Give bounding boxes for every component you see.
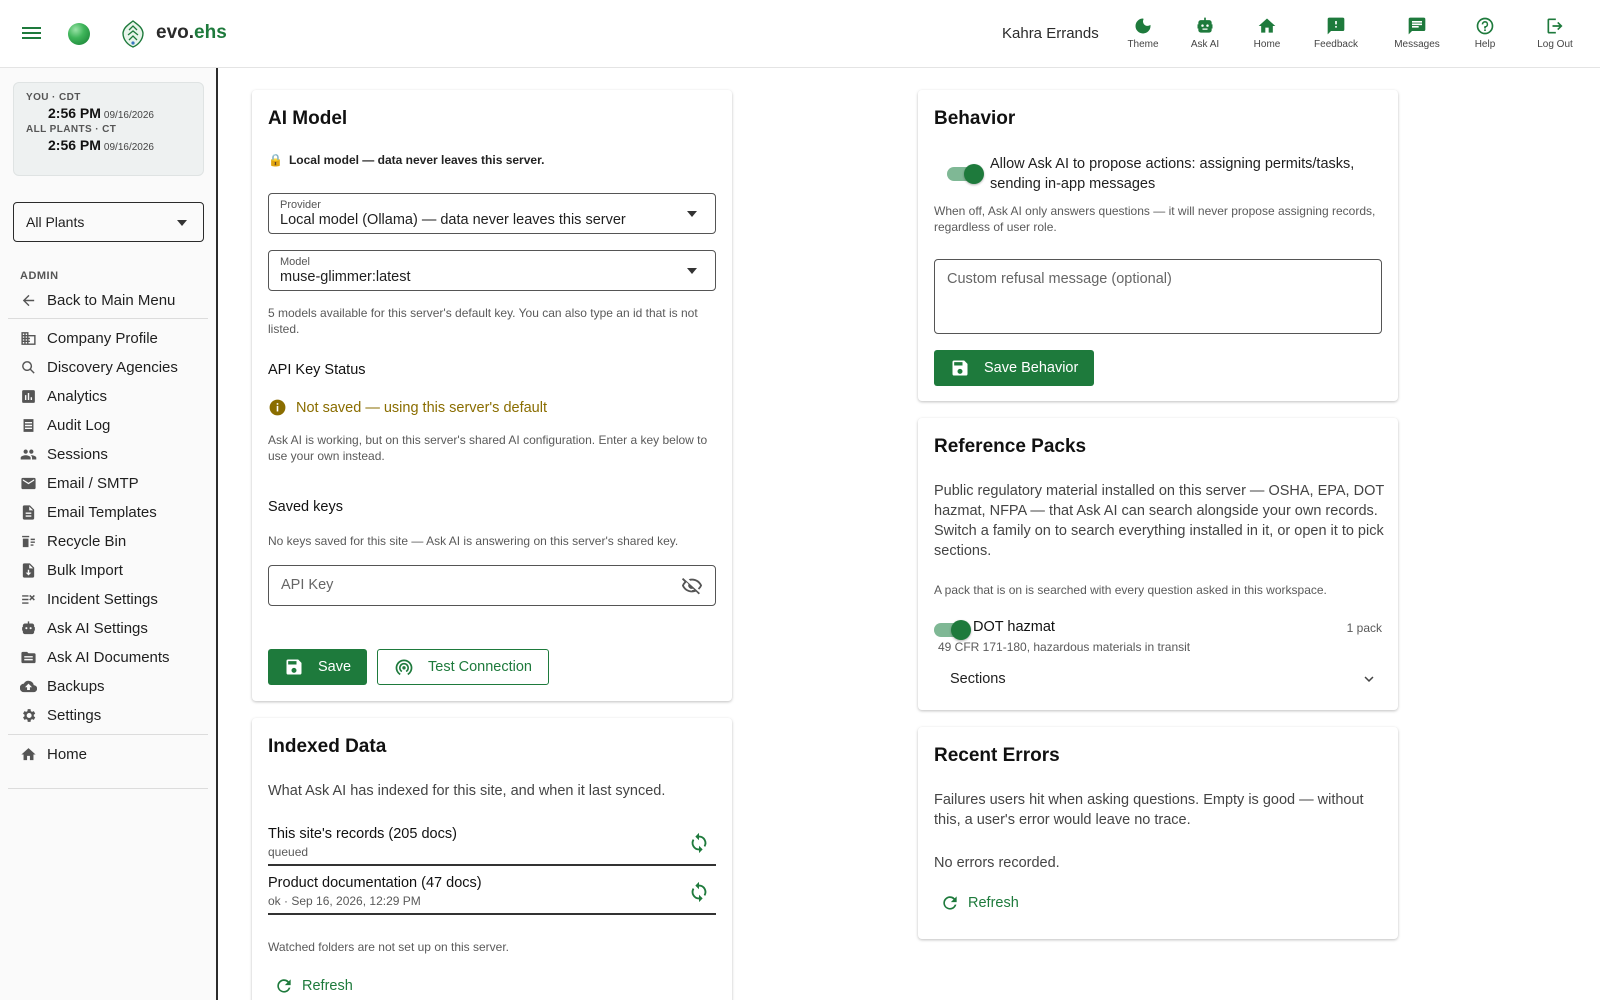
dot-hazmat-toggle[interactable]	[934, 623, 968, 637]
sidebar-item-analytics[interactable]: Analytics	[20, 382, 107, 410]
logout-icon	[1545, 16, 1565, 36]
user-name: Kahra Errands	[1002, 25, 1099, 42]
chevron-down-icon	[687, 211, 697, 217]
propose-actions-toggle[interactable]	[947, 167, 981, 181]
chevron-down-icon	[1360, 670, 1378, 688]
propose-actions-label: Allow Ask AI to propose actions: assigning permits/tasks, sending in-app messages	[990, 156, 1355, 192]
plants-time: 2:56 PM 09/16/2026	[48, 137, 154, 153]
sidebar-item-home[interactable]: Home	[20, 740, 87, 768]
reference-packs-note: A pack that is on is searched with every question asked in this workspace.	[934, 583, 1327, 597]
visibility-off-icon[interactable]	[681, 575, 703, 597]
provider-select[interactable]: Provider Local model (Ollama) — data never leaves this server	[268, 193, 716, 234]
search-globe-icon	[20, 359, 37, 376]
help-icon	[1475, 16, 1495, 36]
document-icon	[20, 504, 37, 521]
index-row-name: This site's records (205 docs)	[268, 826, 457, 842]
brand-name: evo.ehs	[156, 22, 227, 43]
save-icon	[950, 358, 970, 378]
behavior-title: Behavior	[934, 108, 1016, 129]
sidebar-item-backups[interactable]: Backups	[20, 672, 105, 700]
index-row-status: queued	[268, 845, 309, 859]
save-icon	[284, 657, 304, 677]
logout-label: Log Out	[1537, 39, 1573, 50]
saved-keys-title: Saved keys	[268, 499, 343, 515]
pack-count: 1 pack	[1346, 621, 1382, 635]
propose-actions-help: When off, Ask AI only answers questions — it will never propose assigning records, regardless of user role.	[934, 204, 1376, 234]
api-key-status-title: API Key Status	[268, 362, 366, 378]
folder-icon	[20, 649, 37, 666]
sidebar-item-ask-ai-documents[interactable]: Ask AI Documents	[20, 643, 170, 671]
ai-model-card	[252, 90, 732, 701]
sidebar-item-recycle-bin[interactable]: Recycle Bin	[20, 527, 126, 555]
api-key-input[interactable]: API Key	[268, 565, 716, 606]
save-button[interactable]: Save	[268, 649, 367, 685]
robot-icon	[1195, 16, 1215, 36]
api-key-status: Not saved — using this server's default	[268, 398, 547, 417]
ask-ai-label: Ask AI	[1190, 39, 1220, 50]
sections-expander[interactable]: Sections	[950, 670, 1382, 694]
sidebar-item-discovery-agencies[interactable]: Discovery Agencies	[20, 353, 178, 381]
top-app-bar	[0, 0, 1600, 68]
sidebar-item-settings[interactable]: Settings	[20, 701, 101, 729]
recycle-bin-icon	[20, 533, 37, 550]
import-icon	[20, 562, 37, 579]
saved-keys-help: No keys saved for this site — Ask AI is answering on this server's shared key.	[268, 534, 679, 548]
rule-icon	[20, 591, 37, 608]
reference-packs-description: Public regulatory material installed on this server — OSHA, EPA, DOT hazmat, NFPA — that Ask AI can search alongside your own records. Switch a family on to search everything installed in it, or open it to pick sections.	[934, 483, 1384, 559]
you-time: 2:56 PM 09/16/2026	[48, 105, 154, 121]
model-select[interactable]: Model muse-glimmer:latest	[268, 250, 716, 291]
arrow-left-icon	[20, 292, 37, 309]
people-icon	[20, 446, 37, 463]
pack-name: DOT hazmat	[973, 619, 1055, 635]
help-label: Help	[1474, 39, 1496, 50]
sync-icon[interactable]	[688, 881, 710, 903]
sidebar	[0, 68, 218, 1000]
cloud-icon	[20, 678, 37, 695]
clock-panel	[13, 82, 204, 176]
audit-log-icon	[20, 417, 37, 434]
plants-zone-label: ALL PLANTS · CT	[26, 124, 117, 135]
plant-select[interactable]: All Plants	[13, 202, 204, 242]
theme-label: Theme	[1127, 39, 1159, 50]
reference-packs-title: Reference Packs	[934, 436, 1087, 457]
chevron-down-icon	[177, 220, 187, 226]
sidebar-item-company-profile[interactable]: Company Profile	[20, 324, 158, 352]
robot-icon	[20, 620, 37, 637]
recent-errors-title: Recent Errors	[934, 745, 1060, 766]
refresh-button[interactable]: Refresh	[940, 893, 1019, 913]
sync-icon[interactable]	[688, 832, 710, 854]
email-icon	[20, 475, 37, 492]
model-help-text: 5 models available for this server's default key. You can also type an id that is not listed.	[268, 306, 698, 336]
analytics-icon	[20, 388, 37, 405]
feedback-icon	[1326, 16, 1346, 36]
logo-icon	[120, 19, 146, 49]
indexed-data-description: What Ask AI has indexed for this site, and when it last synced.	[268, 783, 666, 799]
indexed-data-title: Indexed Data	[268, 736, 387, 757]
pack-description: 49 CFR 171-180, hazardous materials in transit	[938, 640, 1191, 654]
refresh-icon	[274, 976, 294, 996]
local-model-note: 🔒 Local model — data never leaves this server.	[268, 153, 545, 167]
sidebar-item-email-templates[interactable]: Email Templates	[20, 498, 157, 526]
sidebar-item-audit-log[interactable]: Audit Log	[20, 411, 110, 439]
logout-button[interactable]	[1522, 16, 1588, 50]
feedback-label: Feedback	[1314, 39, 1358, 50]
no-errors-text: No errors recorded.	[934, 855, 1060, 871]
home-icon	[20, 746, 37, 763]
test-connection-button[interactable]: Test Connection	[377, 649, 549, 685]
messages-label: Messages	[1394, 39, 1440, 50]
help-button[interactable]	[1452, 16, 1518, 50]
home-icon	[1257, 16, 1277, 36]
index-row-status: ok · Sep 16, 2026, 12:29 PM	[268, 894, 421, 908]
refresh-button[interactable]: Refresh	[274, 976, 353, 996]
refusal-message-input[interactable]: Custom refusal message (optional)	[934, 259, 1382, 334]
ai-model-title: AI Model	[268, 108, 348, 129]
sidebar-item-bulk-import[interactable]: Bulk Import	[20, 556, 123, 584]
building-icon	[20, 330, 37, 347]
sidebar-item-incident-settings[interactable]: Incident Settings	[20, 585, 158, 613]
feedback-button[interactable]	[1303, 16, 1369, 50]
theme-button[interactable]	[1110, 16, 1176, 50]
behavior-card	[918, 90, 1398, 401]
recent-errors-card	[918, 727, 1398, 939]
indexed-data-card	[252, 718, 732, 1000]
info-icon	[268, 398, 287, 417]
sidebar-item-ask-ai-settings[interactable]: Ask AI Settings	[20, 614, 148, 642]
home-label: Home	[1253, 39, 1281, 50]
gear-icon	[20, 707, 37, 724]
status-orb-icon[interactable]	[68, 23, 90, 45]
recent-errors-description: Failures users hit when asking questions. Empty is good — without this, a user's error would leave no trace.	[934, 792, 1364, 828]
moon-icon	[1133, 16, 1153, 36]
sidebar-item-sessions[interactable]: Sessions	[20, 440, 108, 468]
messages-button[interactable]	[1384, 16, 1450, 50]
admin-section-label: ADMIN	[20, 270, 59, 282]
lock-icon: 🔒	[268, 153, 283, 167]
connection-icon	[394, 657, 414, 677]
api-key-status-help: Ask AI is working, but on this server's shared AI configuration. Enter a key below to use your own instead.	[268, 433, 708, 463]
sidebar-item-email-smtp[interactable]: Email / SMTP	[20, 469, 139, 497]
you-zone-label: YOU · CDT	[26, 92, 81, 103]
reference-packs-card	[918, 418, 1398, 710]
save-behavior-button[interactable]: Save Behavior	[934, 350, 1094, 386]
back-to-main-menu[interactable]: Back to Main Menu	[20, 286, 175, 314]
ask-ai-button[interactable]	[1172, 16, 1238, 50]
menu-icon[interactable]	[20, 24, 44, 44]
chevron-down-icon	[687, 268, 697, 274]
home-button[interactable]	[1234, 16, 1300, 50]
watched-folders-note: Watched folders are not set up on this server.	[268, 940, 510, 954]
index-row-name: Product documentation (47 docs)	[268, 875, 482, 891]
messages-icon	[1407, 16, 1427, 36]
refresh-icon	[940, 893, 960, 913]
